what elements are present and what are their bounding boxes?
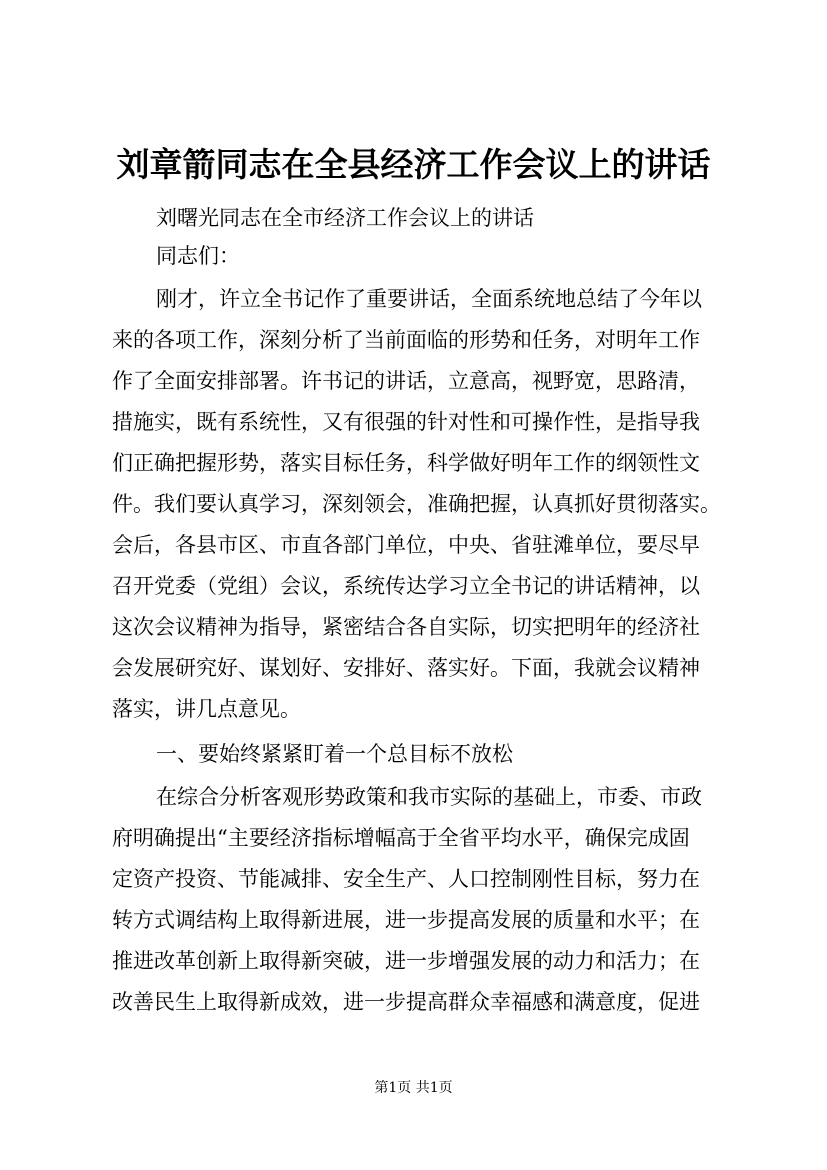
body-line: 府明确提出“主要经济指标增幅高于全省平均水平，确保完成固 bbox=[112, 826, 690, 850]
document-title: 刘章箭同志在全县经济工作会议上的讲话 bbox=[116, 145, 711, 184]
body-line: 会发展研究好、谋划好、安排好、落实好。下面，我就会议精神 bbox=[112, 656, 700, 680]
body-line: 定资产投资、节能减排、安全生产、人口控制刚性目标，努力在 bbox=[112, 867, 700, 891]
body-line: 这次会议精神为指导，紧密结合各自实际，切实把明年的经济社 bbox=[112, 615, 700, 639]
body-line: 召开党委（党组）会议，系统传达学习立全书记的讲话精神，以 bbox=[112, 574, 700, 598]
page-number-footer: 第1页 共1页 bbox=[374, 1080, 453, 1096]
body-line: 推进改革创新上取得新突破，进一步增强发展的动力和活力；在 bbox=[112, 949, 700, 973]
body-line: 会后，各县市区、市直各部门单位，中央、省驻滩单位，要尽早 bbox=[112, 533, 700, 557]
salutation: 同志们： bbox=[156, 244, 240, 268]
subtitle-line: 刘曙光同志在全市经济工作会议上的讲话 bbox=[156, 206, 534, 230]
body-line: 在综合分析客观形势政策和我市实际的基础上，市委、市政 bbox=[156, 785, 702, 809]
body-line: 措施实，既有系统性，又有很强的针对性和可操作性，是指导我 bbox=[112, 410, 700, 434]
body-line: 改善民生上取得新成效，进一步提高群众幸福感和满意度，促进 bbox=[112, 990, 700, 1014]
body-line: 作了全面安排部署。许书记的讲话，立意高，视野宽，思路清， bbox=[112, 369, 700, 393]
body-line: 刚才，许立全书记作了重要讲话，全面系统地总结了今年以 bbox=[156, 287, 702, 311]
body-line: 落实，讲几点意见。 bbox=[112, 697, 301, 721]
body-line: 件。我们要认真学习，深刻领会，准确把握，认真抓好贯彻落实。 bbox=[112, 492, 721, 516]
body-line: 来的各项工作，深刻分析了当前面临的形势和任务，对明年工作 bbox=[112, 328, 700, 352]
body-line: 转方式调结构上取得新进展，进一步提高发展的质量和水平；在 bbox=[112, 908, 700, 932]
body-line: 们正确把握形势，落实目标任务，科学做好明年工作的纲领性文 bbox=[112, 451, 700, 475]
section-heading: 一、要始终紧紧盯着一个总目标不放松 bbox=[156, 742, 513, 766]
